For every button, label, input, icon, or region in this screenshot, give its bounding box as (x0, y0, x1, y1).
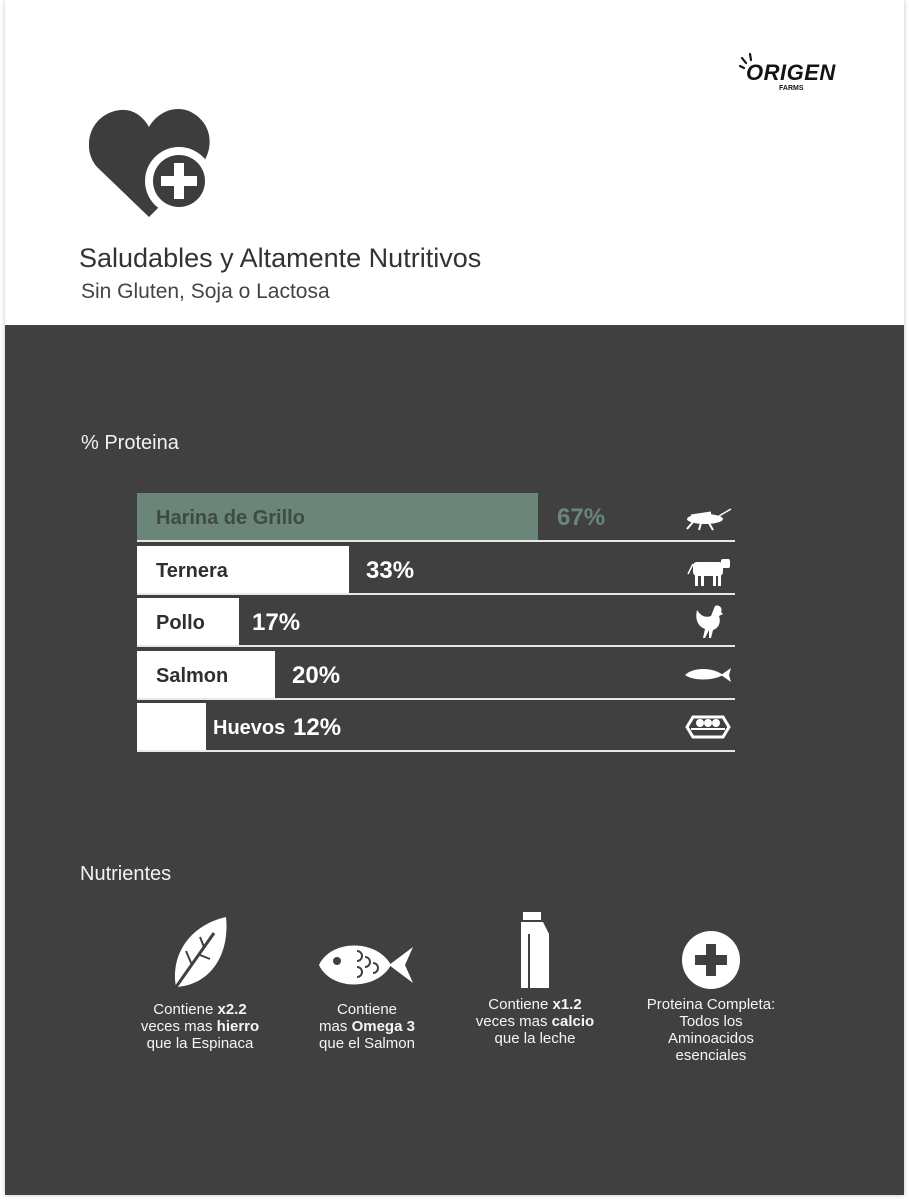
nutrient-item (621, 920, 801, 1064)
nutrient-text: Proteina Completa: (646, 996, 776, 1013)
nutrient-text: veces mas (475, 1013, 552, 1030)
protein-row-value: 67% (557, 504, 606, 531)
brand-logo (734, 50, 844, 100)
nutrient-bold: hierro (216, 1018, 260, 1035)
nutrient-text: que la Espinaca (146, 1035, 254, 1052)
nutrient-text: que la leche (494, 1030, 576, 1047)
nutrient-bold: x2.2 (217, 1001, 247, 1018)
milk-carton-icon (515, 910, 555, 990)
header-section (5, 0, 904, 325)
protein-row-label: Pollo (156, 612, 205, 634)
nutrient-bold: calcio (551, 1013, 595, 1030)
nutrient-text: Contiene (153, 1001, 218, 1018)
content-section (5, 325, 904, 1195)
protein-row (137, 546, 735, 595)
fish-icon (683, 657, 733, 693)
protein-row-value: 33% (366, 557, 415, 584)
egg-carton-icon (683, 709, 733, 745)
nutrient-text: esenciales (675, 1047, 747, 1064)
protein-row-value: 17% (252, 609, 301, 636)
nutrient-item (277, 915, 457, 1052)
protein-row-value: 12% (293, 714, 342, 741)
nutrient-text: Contiene (336, 1001, 398, 1018)
nutrient-text: Todos los (679, 1013, 743, 1030)
brand-subname: FARMS (779, 85, 804, 92)
nutrient-item (445, 910, 625, 1047)
nutrient-text: Aminoacidos (668, 1030, 754, 1047)
fish-icon (317, 935, 417, 995)
plus-circle-icon (681, 930, 741, 990)
rooster-icon (683, 604, 733, 640)
protein-row-label: Huevos (213, 717, 286, 739)
nutrient-text: Contiene (488, 996, 553, 1013)
cricket-icon (683, 499, 733, 535)
protein-row (137, 703, 735, 752)
nutrient-text: que el Salmon (319, 1035, 415, 1052)
page-title: Saludables y Altamente Nutritivos (79, 243, 482, 273)
heart-plus-icon (89, 105, 219, 220)
brand-name: ORIGEN (746, 60, 836, 85)
nutrient-text: mas (319, 1018, 352, 1035)
nutrients-section-label: Nutrientes (80, 863, 172, 885)
protein-row-label: Harina de Grillo (156, 507, 305, 529)
nutrient-bold: x1.2 (552, 996, 582, 1013)
protein-row (137, 651, 735, 700)
protein-row-label: Ternera (156, 560, 228, 582)
leaf-icon (170, 915, 230, 995)
page-subtitle: Sin Gluten, Soja o Lactosa (81, 280, 330, 303)
protein-row (137, 493, 735, 542)
protein-row-label: Salmon (156, 665, 229, 687)
protein-bar (137, 703, 206, 750)
protein-row (137, 598, 735, 647)
nutrient-item (110, 915, 290, 1052)
cow-icon (683, 552, 733, 588)
nutrient-text: veces mas (140, 1018, 217, 1035)
nutrient-bold: Omega 3 (351, 1018, 415, 1035)
protein-section-label: % Proteina (81, 432, 179, 454)
infographic (5, 0, 904, 1195)
protein-row-value: 20% (292, 662, 341, 689)
